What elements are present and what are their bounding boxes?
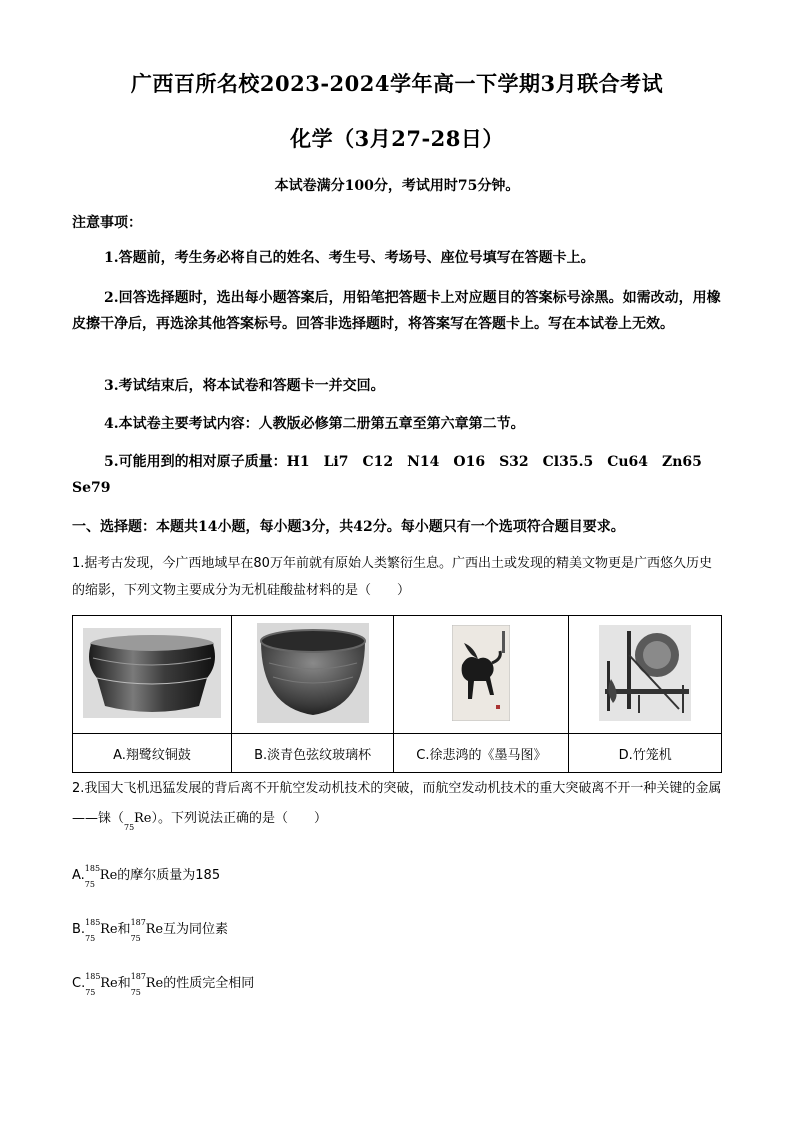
isotope-re-185 <box>85 862 117 889</box>
element-symbol: Re <box>145 976 164 991</box>
element-symbol: Re <box>99 868 118 883</box>
atomic-number: 75 <box>124 823 135 832</box>
mass-number: 187 <box>130 918 146 927</box>
question-2-stem <box>72 774 722 834</box>
option-b-label: B.淡青色弦纹玻璃杯 <box>232 734 394 773</box>
question-2-option-b <box>72 916 228 943</box>
element-symbol: Re <box>145 922 164 937</box>
question-1-options-table <box>72 615 722 773</box>
option-c-image-cell <box>394 616 569 734</box>
element-symbol: Re <box>100 976 118 991</box>
notice-item-5: 5.可能用到的相对原子质量：H1 Li7 C12 N14 O16 S32 Cl35.5 Cu64 Zn65 Se79 <box>72 454 716 496</box>
option-a-label: A.翔鹭纹铜鼓 <box>73 734 232 773</box>
exam-title: 广西百所名校2023-2024学年高一下学期3月联合考试 <box>130 71 664 96</box>
isotope-re-187 <box>131 916 163 943</box>
option-b-text: 互为同位素 <box>163 922 229 937</box>
mass-number: 185 <box>85 918 101 927</box>
isotope-re-185 <box>85 970 117 997</box>
notices-heading: 注意事项： <box>72 215 142 231</box>
question-2-option-c <box>72 970 254 997</box>
bronze-drum-image <box>83 628 221 718</box>
atomic-number: 75 <box>130 988 141 997</box>
conjunction: 和 <box>117 976 131 991</box>
mass-number: 185 <box>85 972 101 981</box>
option-a-image-cell <box>73 616 232 734</box>
question-2-stem-text-1: 2.我国大飞机迅猛发展的背后离不开航空发动机技术的突破，而航空发动机技术的重大突破离不开一种关键的金属——铼（ <box>72 781 722 826</box>
option-d-image-cell <box>569 616 722 734</box>
atomic-number: 75 <box>84 880 95 889</box>
exam-score-note: 本试卷满分100分，考试用时75分钟。 <box>274 178 520 194</box>
atomic-number: 75 <box>85 988 96 997</box>
atomic-number: 75 <box>85 934 96 943</box>
option-c-prefix: C. <box>72 976 86 991</box>
notice-item-2: 2.回答选择题时，选出每小题答案后，用铅笔把答题卡上对应题目的答案标号涂黑。如需改动，用橡皮擦干净后，再选涂其他答案标号。回答非选择题时，将答案写在答题卡上。写在本试卷上无效。 <box>72 290 721 332</box>
option-a-prefix: A. <box>72 868 85 883</box>
ink-horse-painting-image <box>452 625 510 721</box>
option-b-image-cell <box>232 616 394 734</box>
glass-cup-image <box>257 623 369 723</box>
atomic-number: 75 <box>130 934 141 943</box>
isotope-re-187 <box>131 970 163 997</box>
notice-item-4: 4.本试卷主要考试内容：人教版必修第二册第五章至第六章第二节。 <box>104 416 525 432</box>
isotope-re-185 <box>85 916 117 943</box>
mass-number: 187 <box>130 972 146 981</box>
option-a-text: 的摩尔质量为185 <box>117 868 221 883</box>
section-heading: 一、选择题：本题共14小题，每小题3分，共42分。每小题只有一个选项符合题目要求。 <box>72 519 625 535</box>
question-1-stem: 1.据考古发现，今广西地域早在80万年前就有原始人类繁衍生息。广西出土或发现的精美文物更是广西悠久历史的缩影，下列文物主要成分为无机硅酸盐材料的是（ ） <box>72 556 712 598</box>
conjunction: 和 <box>117 922 131 937</box>
question-2-option-a <box>72 862 220 889</box>
mass-number: 185 <box>84 864 101 873</box>
question-2-stem-text-2: ）。下列说法正确的是（ ） <box>151 811 328 826</box>
element-symbol: Re <box>134 811 152 826</box>
element-symbol: Re <box>100 922 118 937</box>
exam-subtitle: 化学（3月27-28日） <box>290 126 504 151</box>
notice-item-1: 1.答题前，考生务必将自己的姓名、考生号、考场号、座位号填写在答题卡上。 <box>104 250 595 266</box>
option-d-label: D.竹笼机 <box>569 734 722 773</box>
option-b-prefix: B. <box>72 922 86 937</box>
option-c-text: 的性质完全相同 <box>163 976 255 991</box>
notice-item-3: 3.考试结束后，将本试卷和答题卡一并交回。 <box>104 378 385 394</box>
rhenium-symbol <box>124 804 151 834</box>
bamboo-loom-image <box>599 625 691 721</box>
option-c-label: C.徐悲鸿的《墨马图》 <box>394 734 569 773</box>
